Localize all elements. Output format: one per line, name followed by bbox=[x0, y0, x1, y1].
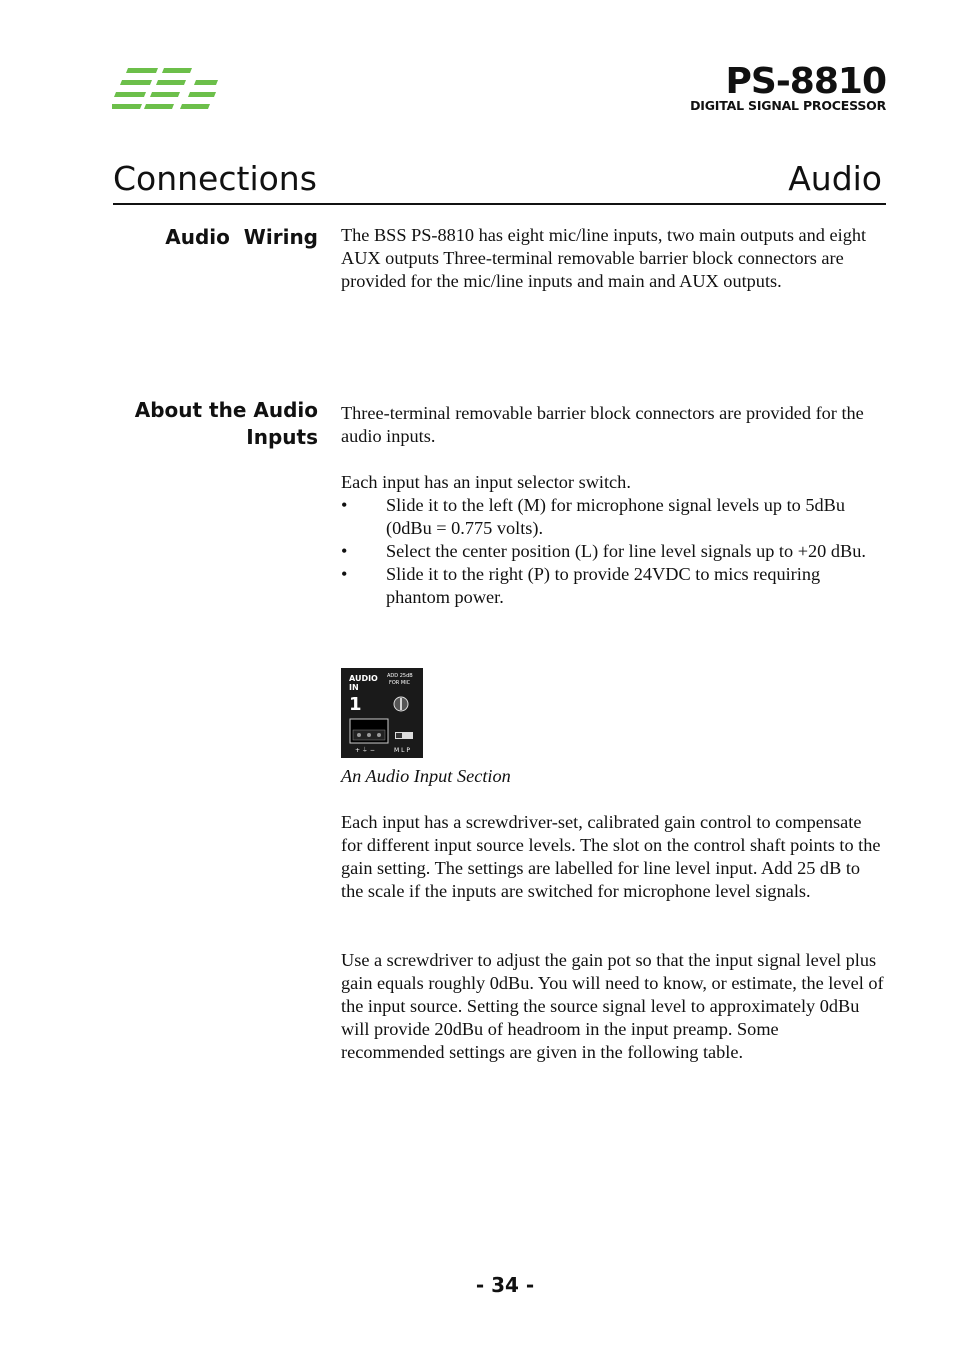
about-inputs-paragraph-3: Each input has a screwdriver-set, calibrated gain control to compensate for different input source levels. The slot on the control shaft points to the gain setting. The settings are labelled for line level input. Add 25 dB to the scale if the inputs are switched for microphone level signals. bbox=[341, 812, 881, 901]
about-inputs-paragraph-2: Each input has an input selector switch. bbox=[341, 472, 631, 492]
list-item bbox=[341, 540, 886, 563]
product-name: PS-8810 bbox=[725, 61, 886, 102]
selector-bullet-list bbox=[341, 494, 886, 609]
figure-caption: An Audio Input Section bbox=[341, 766, 511, 786]
panel-switch-labels: M L P bbox=[394, 747, 410, 754]
panel-label-formic: FOR MIC bbox=[389, 680, 411, 686]
panel-label-add: ADD 25dB bbox=[387, 673, 413, 679]
about-inputs-heading bbox=[118, 397, 318, 451]
page-number: - 34 - bbox=[475, 1273, 535, 1297]
about-inputs-para1 bbox=[341, 402, 886, 448]
section-title: Connections bbox=[113, 159, 317, 198]
about-inputs-heading-line2: Inputs bbox=[246, 425, 318, 449]
header-divider bbox=[113, 203, 886, 205]
about-inputs-paragraph-1: Three-terminal removable barrier block connectors are provided for the audio inputs. bbox=[341, 403, 864, 446]
audio-wiring-paragraph: The BSS PS-8810 has eight mic/line inputs, two main outputs and eight AUX outputs Three-terminal removable barrier block connectors are provided for the mic/line inputs and main and AUX outputs. bbox=[341, 225, 867, 291]
about-inputs-heading-line1: About the Audio bbox=[134, 398, 318, 422]
panel-pin-labels: + ⏚ − bbox=[355, 747, 375, 754]
panel-label-in: IN bbox=[349, 683, 359, 692]
panel-label-audio: AUDIO bbox=[349, 674, 378, 683]
about-inputs-paragraph-4: Use a screwdriver to adjust the gain pot so that the input signal level plus gain equals roughly 0dBu. You will need to know, or estimate, the level of the input source. Setting the source signal level to approximately 0dBu will provide 20dBu of headroom in the input preamp. Some recommended settings are given in the following table. bbox=[341, 950, 884, 1062]
list-item-text: Slide it to the left (M) for microphone signal levels up to 5dBu (0dBu = 0.775 volts). bbox=[386, 495, 845, 538]
audio-input-panel-image bbox=[341, 668, 423, 758]
bullet-icon: • bbox=[341, 564, 348, 584]
bss-logo-icon bbox=[112, 66, 218, 114]
list-item bbox=[341, 494, 886, 540]
bullet-icon: • bbox=[341, 541, 348, 561]
list-item bbox=[341, 563, 886, 609]
audio-wiring-text bbox=[341, 224, 886, 293]
audio-wiring-heading: Audio Wiring bbox=[165, 225, 318, 249]
about-inputs-para4 bbox=[341, 949, 886, 1064]
bullet-icon: • bbox=[341, 495, 348, 515]
about-inputs-para3 bbox=[341, 811, 886, 903]
about-inputs-para2 bbox=[341, 471, 886, 494]
section-subtitle: Audio bbox=[788, 159, 882, 198]
product-subtitle: DIGITAL SIGNAL PROCESSOR bbox=[690, 98, 886, 113]
list-item-text: Select the center position (L) for line level signals up to +20 dBu. bbox=[386, 541, 866, 561]
list-item-text: Slide it to the right (P) to provide 24VDC to mics requiring phantom power. bbox=[386, 564, 821, 607]
panel-label-number: 1 bbox=[349, 694, 362, 715]
